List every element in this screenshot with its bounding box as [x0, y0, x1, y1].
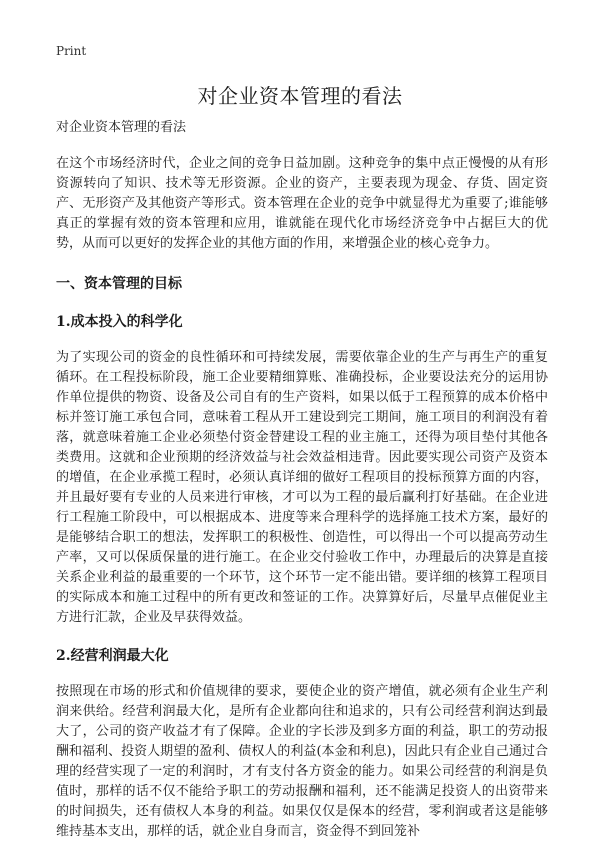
- section-heading-goals: 一、资本管理的目标: [56, 276, 182, 292]
- subsection-heading-profit: 2.经营利润最大化: [56, 648, 169, 664]
- cost-paragraph: 为了实现公司的资金的良性循环和可持续发展，需要依靠企业的生产与再生产的重复循环。在工程投标阶段，施工企业要精细算账、准确投标，企业要设法充分的运用协作单位提供的物资、设备及公司自有的生产资料，如果以低于工程预算的成本价格中标并签订施工承包合同，意味着工程从开工建设到完工期间，施工项目的利润没有着落，就意味着施工企业必须垫付资金替建设工程的业主施工，还得为项目垫付其他各类费用。这就和企业预期的经济效益与社会效益相违背。因此要实现公司资产及资本的增值，在企业承揽工程时，必须认真详细的做好工程项目的投标预算方面的内容，并且最好要有专业的人员来进行审核，才可以为工程的最后赢利打好基础。在企业进行工程施工阶段中，可以根据成本、进度等来合理科学的选择施工技术方案，最好的是能够结合职工的想法，发挥职工的积极性、创造性，可以得出一个可以提高劳动生产率，又可以保质保量的进行施工。在企业交付验收工作中，办理最后的决算是直接关系企业利益的最重要的一个环节，这个环节一定不能出错。要详细的核算工程项目的实际成本和施工过程中的所有更改和签证的工作。决算算好后，尽量早点催促业主方进行汇款，企业及早获得效益。: [56, 350, 548, 625]
- subsection-heading-cost: 1.成本投入的科学化: [56, 314, 183, 330]
- profit-paragraph: 按照现在市场的形式和价值规律的要求，要使企业的资产增值，就必须有企业生产利润来供给。经营利润最大化，是所有企业都向往和追求的，只有公司经营利润达到最大了，公司的资产收益才有了保障。企业的字长涉及到多方面的利益，职工的劳动报酬和福利、投资人期望的盈利、债权人的利益(本金和利息)，因此只有企业自己通过合理的经营实现了一定的利润时，才有支付各方资金的能力。如果公司经营的利润是负值时，那样的话不仅不能给予职工的劳动报酬和福利，还不能满足投资人的出资带来的时间损失，还有债权人本身的利益。如果仅仅是保本的经营，零利润或者这是能够维持基本支出，那样的话，就企业自身而言，资金得不到回笼补: [56, 684, 548, 839]
- article-subtitle: 对企业资本管理的看法: [56, 120, 187, 135]
- article-body: [56, 118, 548, 842]
- page-title: 对企业资本管理的看法: [197, 84, 403, 108]
- print-link[interactable]: Print: [56, 44, 87, 58]
- intro-paragraph: 在这个市场经济时代，企业之间的竞争日益加剧。这种竞争的集中点正慢慢的从有形资源转向了知识、技术等无形资源。企业的资产，主要表现为现金、存货、固定资产、无形资产及其他资产等形式。资本管理在企业的竞争中就显得尤为重要了;谁能够真正的掌握有效的资本管理和应用，谁就能在现代化市场经济竞争中占据巨大的优势，从而可以更好的发挥企业的其他方面的作用，来增强企业的核心竞争力。: [56, 156, 548, 251]
